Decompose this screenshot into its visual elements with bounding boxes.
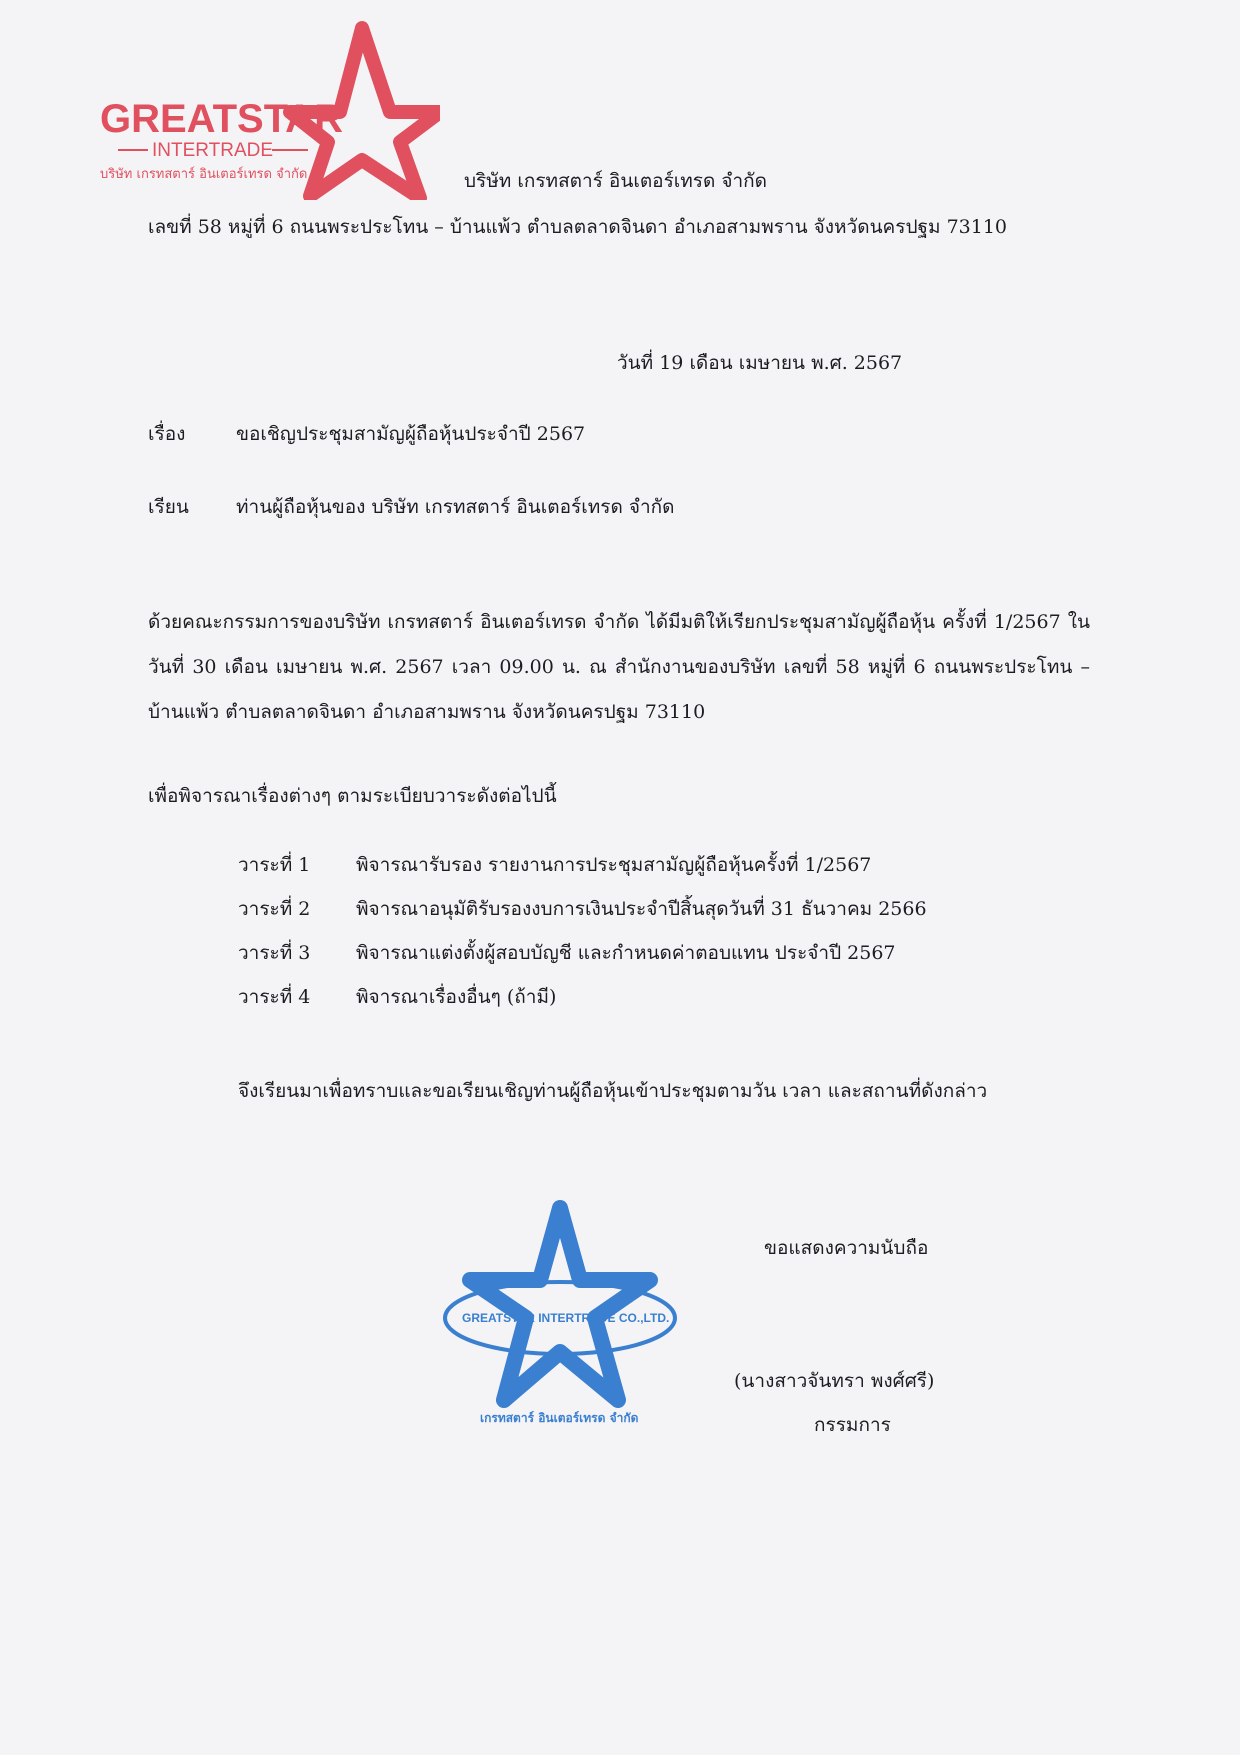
greatstar-logo-icon bbox=[100, 20, 440, 200]
regards-line: ขอแสดงความนับถือ bbox=[764, 1237, 929, 1259]
seal-ring-text: GREATSTAR INTERTRADE CO.,LTD. bbox=[462, 1311, 670, 1325]
closing-sentence: จึงเรียนมาเพื่อทราบและขอเรียนเชิญท่านผู้ถือหุ้นเข้าประชุมตามวัน เวลา และสถานที่ดังกล่าว bbox=[238, 1080, 988, 1102]
company-address: เลขที่ 58 หมู่ที่ 6 ถนนพระประโทน – บ้านแพ้ว ตำบลตลาดจินดา อำเภอสามพราน จังหวัดนครปฐม 73110 bbox=[148, 216, 1008, 238]
subject-text: ขอเชิญประชุมสามัญผู้ถือหุ้นประจำปี 2567 bbox=[236, 423, 586, 445]
agenda-item-text: พิจารณาแต่งตั้งผู้สอบบัญชี และกำหนดค่าตอบแทน ประจำปี 2567 bbox=[356, 942, 896, 964]
signer-name: (นางสาวจันทรา พงศ์ศรี) bbox=[734, 1370, 935, 1392]
seal-star-icon bbox=[440, 1200, 680, 1430]
agenda-item-label: วาระที่ 3 bbox=[238, 942, 311, 964]
company-seal bbox=[440, 1200, 680, 1430]
agenda-item-text: พิจารณาเรื่องอื่นๆ (ถ้ามี) bbox=[356, 986, 557, 1008]
body-paragraph: ด้วยคณะกรรมการของบริษัท เกรทสตาร์ อินเตอร์เทรด จำกัด ได้มีมติให้เรียกประชุมสามัญผู้ถือหุ้น ครั้งที่ 1/2567 ในวันที่ 30 เดือน เมษายน พ.ศ. 2567 เวลา 09.00 น. ณ สำนักงานของบริษัท เลขที่ 58 หมู่ที่ 6 ถนนพระประโทน – บ้านแพ้ว ตำบลตลาดจินดา อำเภอสามพราน จังหวัดนครปฐม 73110 bbox=[148, 611, 1090, 723]
agenda-intro: เพื่อพิจารณาเรื่องต่างๆ ตามระเบียบวาระดังต่อไปนี้ bbox=[148, 785, 557, 807]
agenda-item-label: วาระที่ 1 bbox=[238, 854, 311, 876]
agenda-item-label: วาระที่ 4 bbox=[238, 986, 311, 1008]
agenda-item-text: พิจารณารับรอง รายงานการประชุมสามัญผู้ถือหุ้นครั้งที่ 1/2567 bbox=[356, 854, 872, 876]
agenda-item-text: พิจารณาอนุมัติรับรองงบการเงินประจำปีสิ้นสุดวันที่ 31 ธันวาคม 2566 bbox=[356, 898, 927, 920]
company-logo bbox=[100, 20, 440, 200]
letter-date: วันที่ 19 เดือน เมษายน พ.ศ. 2567 bbox=[617, 352, 903, 374]
logo-wordmark: GREATSTAR bbox=[100, 97, 343, 141]
logo-thai-name: บริษัท เกรทสตาร์ อินเตอร์เทรด จำกัด bbox=[100, 167, 308, 182]
logo-subtitle: INTERTRADE bbox=[152, 140, 274, 161]
recipient-label: เรียน bbox=[148, 496, 189, 518]
signer-title: กรรมการ bbox=[814, 1414, 891, 1436]
agenda-item-label: วาระที่ 2 bbox=[238, 898, 311, 920]
seal-bottom-text: เกรทสตาร์ อินเตอร์เทรด จำกัด bbox=[480, 1411, 639, 1425]
company-name: บริษัท เกรทสตาร์ อินเตอร์เทรด จำกัด bbox=[464, 170, 768, 192]
subject-label: เรื่อง bbox=[148, 423, 186, 445]
recipient-text: ท่านผู้ถือหุ้นของ บริษัท เกรทสตาร์ อินเตอร์เทรด จำกัด bbox=[236, 496, 675, 518]
seal-star-shape bbox=[470, 1208, 650, 1400]
